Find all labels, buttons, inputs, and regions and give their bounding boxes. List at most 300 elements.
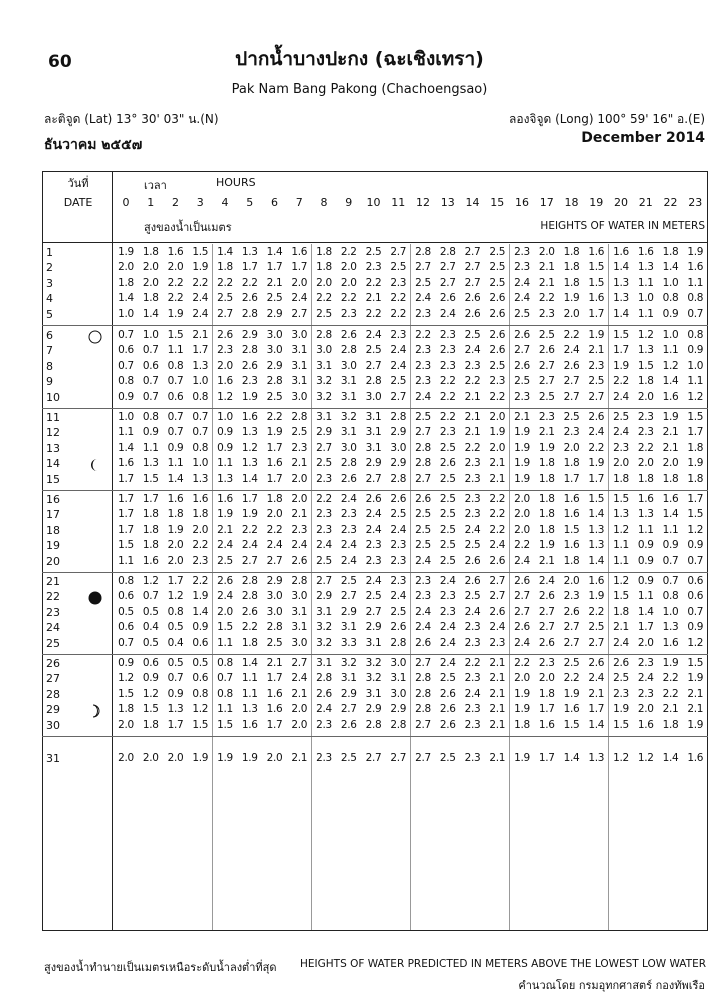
height-cell: 2.2 (588, 605, 605, 618)
height-cell: 2.0 (514, 523, 530, 536)
height-cell: 2.8 (316, 672, 332, 685)
height-cell: 1.3 (167, 703, 184, 716)
height-cell: 1.2 (687, 636, 704, 649)
hour-header-18: 18 (564, 196, 579, 209)
height-cell: 2.0 (489, 411, 506, 423)
height-cell: 1.5 (167, 329, 184, 341)
height-cell: 2.6 (464, 575, 481, 587)
height-cell: 0.7 (142, 590, 159, 603)
height-cell: 1.7 (266, 261, 283, 274)
height-cell: 2.3 (316, 752, 332, 764)
height-cell: 3.0 (291, 636, 308, 649)
height-cell: 2.7 (390, 246, 407, 258)
height-cell: 0.5 (167, 621, 184, 634)
height-cell: 0.5 (118, 605, 134, 618)
height-cell: 1.1 (613, 554, 629, 567)
height-cell: 2.1 (514, 411, 530, 423)
height-cell: 2.9 (365, 621, 382, 634)
height-cell: 1.8 (538, 472, 555, 485)
height-cell: 2.6 (291, 554, 308, 567)
height-cell: 2.7 (316, 575, 332, 587)
height-cell: 0.8 (687, 292, 704, 305)
height-cell: 2.4 (415, 292, 431, 305)
height-cell: 2.5 (439, 493, 456, 505)
height-cell: 2.0 (613, 457, 629, 470)
height-cell: 2.3 (316, 508, 332, 521)
height-cell: 2.2 (192, 276, 209, 289)
height-cell: 1.9 (167, 523, 184, 536)
height-cell: 2.2 (340, 292, 357, 305)
height-cell: 2.1 (588, 344, 605, 357)
hour-header-15: 15 (490, 196, 505, 209)
height-cell: 2.2 (464, 375, 481, 388)
height-cell: 2.8 (365, 718, 382, 731)
height-cell: 2.5 (489, 359, 506, 372)
height-cell: 2.7 (365, 359, 382, 372)
height-cell: 0.6 (167, 390, 184, 403)
height-cell: 1.6 (266, 457, 283, 470)
height-cell: 2.4 (563, 344, 580, 357)
height-cell: 1.3 (613, 508, 629, 521)
height-cell: 2.1 (266, 657, 283, 669)
height-cell: 2.5 (439, 441, 456, 454)
latitude-label: ละติจูด (Lat) 13° 30' 03" น.(N) (44, 112, 219, 126)
height-cell: 1.9 (514, 426, 530, 439)
height-cell: 2.4 (439, 636, 456, 649)
height-cell: 2.0 (340, 276, 357, 289)
height-cell: 2.4 (316, 539, 332, 552)
height-cell: 3.2 (316, 390, 332, 403)
height-cell: 1.8 (613, 472, 629, 485)
height-cell: 1.4 (563, 752, 580, 764)
height-cell: 1.8 (563, 276, 580, 289)
height-cell: 2.3 (538, 307, 555, 320)
height-cell: 2.5 (365, 344, 382, 357)
height-cell: 2.6 (439, 292, 456, 305)
height-cell: 2.0 (266, 508, 283, 521)
height-cell: 2.0 (538, 246, 555, 258)
height-cell: 2.2 (464, 441, 481, 454)
height-cell: 2.5 (390, 375, 407, 388)
height-cell: 3.0 (390, 687, 407, 700)
height-cell: 1.8 (266, 493, 283, 505)
height-cell: 1.7 (637, 621, 654, 634)
height-cell: 2.0 (291, 718, 308, 731)
height-cell: 2.2 (241, 276, 258, 289)
height-cell: 1.6 (662, 636, 679, 649)
height-cell: 1.5 (613, 590, 629, 603)
height-cell: 2.6 (464, 307, 481, 320)
height-cell: 1.7 (167, 718, 184, 731)
height-cell: 2.6 (217, 329, 233, 341)
height-cell: 1.8 (662, 472, 679, 485)
height-cell: 1.5 (588, 493, 605, 505)
day-number: 15 (46, 472, 60, 486)
height-cell: 0.6 (118, 621, 134, 634)
height-cell: 2.7 (439, 261, 456, 274)
height-cell: 1.3 (637, 344, 654, 357)
hour-header-12: 12 (416, 196, 430, 209)
height-cell: 2.5 (316, 307, 332, 320)
height-cell: 1.9 (613, 703, 629, 716)
height-cell: 0.8 (118, 375, 134, 388)
height-cell: 2.6 (563, 359, 580, 372)
day-number: 24 (46, 621, 60, 635)
height-cell: 2.7 (563, 375, 580, 388)
height-cell: 1.5 (687, 508, 704, 521)
height-cell: 0.6 (142, 657, 159, 669)
height-cell: 0.8 (662, 292, 679, 305)
height-cell: 1.5 (217, 621, 233, 634)
height-cell: 2.1 (266, 276, 283, 289)
height-cell: 1.4 (241, 657, 258, 669)
height-cell: 0.7 (167, 375, 184, 388)
height-cell: 2.4 (291, 539, 308, 552)
height-cell: 1.6 (118, 457, 134, 470)
height-cell: 2.0 (514, 493, 530, 505)
first-moon-icon (88, 704, 102, 718)
height-cell: 2.5 (415, 411, 431, 423)
height-cell: 2.7 (588, 390, 605, 403)
height-cell: 2.8 (365, 375, 382, 388)
height-cell: 0.8 (192, 441, 209, 454)
height-cell: 0.7 (687, 554, 704, 567)
day-number: 22 (46, 590, 60, 604)
height-cell: 2.7 (316, 441, 332, 454)
height-cell: 1.4 (142, 307, 159, 320)
height-cell: 3.1 (340, 375, 357, 388)
unit-header-english: HEIGHTS OF WATER IN METERS (540, 220, 705, 232)
height-cell: 2.2 (662, 687, 679, 700)
height-cell: 1.1 (167, 344, 184, 357)
height-cell: 1.5 (142, 472, 159, 485)
height-cell: 0.7 (662, 575, 679, 587)
page-title-english: Pak Nam Bang Pakong (Chachoengsao) (231, 82, 488, 97)
height-cell: 1.7 (588, 307, 605, 320)
height-cell: 0.9 (118, 390, 134, 403)
height-cell: 2.5 (316, 457, 332, 470)
height-cell: 2.4 (217, 539, 233, 552)
height-cell: 2.0 (291, 472, 308, 485)
height-cell: 0.8 (687, 329, 704, 341)
height-cell: 0.8 (662, 590, 679, 603)
height-cell: 1.1 (217, 636, 233, 649)
height-cell: 2.7 (563, 636, 580, 649)
day-number: 1 (46, 246, 53, 259)
height-cell: 2.8 (390, 636, 407, 649)
height-cell: 2.4 (415, 605, 431, 618)
height-cell: 2.1 (687, 703, 704, 716)
height-cell: 2.1 (217, 523, 233, 536)
height-cell: 1.9 (662, 411, 679, 423)
height-cell: 2.7 (514, 344, 530, 357)
height-cell: 3.1 (291, 375, 308, 388)
height-cell: 2.3 (464, 718, 481, 731)
height-cell: 2.2 (613, 375, 629, 388)
height-cell: 1.3 (613, 276, 629, 289)
height-cell: 2.4 (538, 575, 555, 587)
height-cell: 1.8 (142, 718, 159, 731)
hour-header-23: 23 (688, 196, 703, 209)
height-cell: 1.5 (192, 718, 209, 731)
height-cell: 2.7 (291, 657, 308, 669)
height-cell: 2.5 (439, 539, 456, 552)
height-cell: 1.9 (241, 752, 258, 764)
height-cell: 1.1 (637, 276, 654, 289)
height-cell: 1.9 (662, 657, 679, 669)
height-cell: 1.9 (489, 426, 506, 439)
height-cell: 2.3 (192, 554, 209, 567)
height-cell: 1.6 (217, 375, 233, 388)
height-cell: 1.4 (118, 292, 134, 305)
height-cell: 1.9 (687, 672, 704, 685)
height-cell: 2.5 (340, 752, 357, 764)
height-cell: 2.7 (464, 276, 481, 289)
height-cell: 1.4 (662, 752, 679, 764)
height-cell: 2.5 (217, 554, 233, 567)
height-cell: 1.9 (613, 359, 629, 372)
height-cell: 1.9 (563, 687, 580, 700)
height-cell: 2.7 (415, 472, 431, 485)
height-cell: 3.1 (390, 672, 407, 685)
height-cell: 2.3 (514, 246, 530, 258)
height-cell: 2.0 (167, 261, 184, 274)
height-cell: 1.6 (687, 261, 704, 274)
height-cell: 2.3 (415, 344, 431, 357)
height-cell: 2.2 (439, 375, 456, 388)
height-cell: 2.2 (241, 621, 258, 634)
height-cell: 1.8 (241, 636, 258, 649)
height-cell: 2.8 (415, 703, 431, 716)
height-cell: 1.9 (192, 590, 209, 603)
height-cell: 1.5 (588, 261, 605, 274)
height-cell: 2.7 (538, 375, 555, 388)
height-cell: 1.2 (637, 329, 654, 341)
height-cell: 3.1 (340, 672, 357, 685)
height-cell: 1.2 (687, 523, 704, 536)
height-cell: 0.8 (192, 687, 209, 700)
height-cell: 2.0 (142, 752, 159, 764)
height-cell: 2.3 (514, 261, 530, 274)
height-cell: 0.7 (142, 375, 159, 388)
height-cell: 2.3 (316, 472, 332, 485)
height-cell: 1.7 (241, 493, 258, 505)
height-cell: 1.7 (538, 752, 555, 764)
height-cell: 1.6 (538, 718, 555, 731)
height-cell: 2.3 (637, 687, 654, 700)
height-cell: 2.6 (390, 493, 407, 505)
hour-header-21: 21 (638, 196, 653, 209)
height-cell: 1.8 (563, 457, 580, 470)
height-cell: 2.7 (365, 472, 382, 485)
height-cell: 0.6 (192, 636, 209, 649)
height-cell: 2.2 (489, 508, 506, 521)
height-cell: 0.7 (167, 411, 184, 423)
height-cell: 2.6 (489, 329, 506, 341)
height-cell: 2.9 (316, 590, 332, 603)
height-cell: 2.6 (340, 472, 357, 485)
height-cell: 3.2 (316, 621, 332, 634)
height-cell: 1.3 (637, 261, 654, 274)
hour-header-2: 2 (172, 196, 179, 209)
height-cell: 2.8 (390, 472, 407, 485)
height-cell: 1.9 (217, 508, 233, 521)
day-number: 3 (46, 276, 53, 290)
height-cell: 2.6 (538, 636, 555, 649)
height-cell: 1.0 (192, 457, 209, 470)
height-cell: 2.4 (390, 359, 407, 372)
height-cell: 2.4 (340, 539, 357, 552)
height-cell: 1.3 (613, 292, 629, 305)
height-cell: 2.4 (637, 672, 654, 685)
height-cell: 1.9 (538, 441, 555, 454)
height-cell: 2.8 (390, 718, 407, 731)
height-cell: 0.9 (167, 441, 184, 454)
height-cell: 2.3 (291, 523, 308, 536)
height-cell: 2.2 (390, 292, 407, 305)
height-cell: 2.5 (439, 752, 456, 764)
height-cell: 2.7 (365, 605, 382, 618)
height-cell: 2.0 (266, 752, 283, 764)
height-cell: 2.2 (439, 411, 456, 423)
height-cell: 2.2 (217, 276, 233, 289)
height-cell: 2.1 (662, 703, 679, 716)
height-cell: 2.6 (489, 344, 506, 357)
height-cell: 2.6 (390, 621, 407, 634)
height-cell: 2.1 (489, 457, 506, 470)
height-cell: 0.7 (142, 390, 159, 403)
height-cell: 3.1 (365, 411, 382, 423)
height-cell: 2.7 (514, 605, 530, 618)
height-cell: 2.6 (538, 344, 555, 357)
height-cell: 1.5 (142, 703, 159, 716)
height-cell: 1.7 (588, 703, 605, 716)
height-cell: 1.7 (118, 472, 134, 485)
height-cell: 2.4 (489, 621, 506, 634)
height-cell: 0.9 (217, 441, 233, 454)
height-cell: 2.1 (489, 657, 506, 669)
height-cell: 2.5 (538, 390, 555, 403)
height-cell: 1.1 (167, 457, 184, 470)
height-cell: 2.5 (415, 508, 431, 521)
unit-header-thai: สูงของน้ำเป็นเมตร (144, 221, 232, 234)
height-cell: 3.0 (291, 590, 308, 603)
height-cell: 2.8 (266, 375, 283, 388)
height-cell: 0.5 (142, 605, 159, 618)
height-cell: 3.2 (316, 375, 332, 388)
height-cell: 2.6 (514, 621, 530, 634)
height-cell: 2.5 (563, 411, 580, 423)
height-cell: 3.1 (340, 390, 357, 403)
height-cell: 1.3 (588, 539, 605, 552)
day-number: 31 (46, 752, 60, 765)
height-cell: 2.6 (489, 292, 506, 305)
day-number: 2 (46, 261, 53, 275)
height-cell: 2.5 (538, 329, 555, 341)
height-cell: 2.7 (340, 703, 357, 716)
height-cell: 2.2 (316, 493, 332, 505)
height-cell: 1.1 (241, 687, 258, 700)
height-cell: 0.9 (118, 657, 134, 669)
height-cell: 2.3 (390, 575, 407, 587)
height-cell: 1.6 (613, 246, 629, 258)
height-cell: 2.5 (316, 554, 332, 567)
height-cell: 2.4 (390, 344, 407, 357)
height-cell: 2.6 (241, 292, 258, 305)
height-cell: 3.1 (291, 621, 308, 634)
height-cell: 2.3 (390, 554, 407, 567)
height-cell: 2.2 (266, 523, 283, 536)
height-cell: 1.9 (588, 590, 605, 603)
height-cell: 0.7 (687, 605, 704, 618)
height-cell: 3.2 (340, 411, 357, 423)
height-cell: 2.6 (563, 605, 580, 618)
height-cell: 2.0 (489, 441, 506, 454)
height-cell: 1.2 (241, 441, 258, 454)
height-cell: 2.0 (167, 554, 184, 567)
height-cell: 2.5 (217, 292, 233, 305)
height-cell: 3.0 (340, 359, 357, 372)
hour-header-19: 19 (589, 196, 604, 209)
height-cell: 1.6 (217, 493, 233, 505)
day-number: 20 (46, 554, 60, 568)
height-cell: 2.5 (266, 292, 283, 305)
height-cell: 2.5 (489, 261, 506, 274)
height-cell: 1.3 (192, 359, 209, 372)
day-number: 21 (46, 575, 60, 588)
height-cell: 2.4 (390, 523, 407, 536)
height-cell: 2.6 (514, 575, 530, 587)
height-cell: 1.5 (588, 276, 605, 289)
height-cell: 1.3 (241, 246, 258, 258)
footer-note-thai: สูงของน้ำทำนายเป็นเมตรเหนือระดับน้ำลงต่ำที่สุด (44, 961, 277, 974)
height-cell: 1.4 (192, 605, 209, 618)
hour-header-1: 1 (147, 196, 155, 209)
height-cell: 2.6 (489, 554, 506, 567)
height-cell: 3.1 (365, 441, 382, 454)
height-cell: 2.1 (489, 672, 506, 685)
height-cell: 1.8 (563, 261, 580, 274)
height-cell: 1.6 (662, 390, 679, 403)
height-cell: 1.5 (118, 539, 134, 552)
height-cell: 1.5 (563, 718, 580, 731)
height-cell: 2.5 (514, 375, 530, 388)
height-cell: 1.7 (118, 508, 134, 521)
height-cell: 1.6 (291, 246, 308, 258)
height-cell: 2.4 (192, 292, 209, 305)
height-cell: 2.0 (118, 261, 134, 274)
height-cell: 2.1 (489, 472, 506, 485)
height-cell: 0.8 (167, 359, 184, 372)
height-cell: 1.6 (637, 246, 654, 258)
height-cell: 1.2 (142, 687, 159, 700)
height-cell: 2.0 (217, 605, 233, 618)
height-cell: 0.8 (167, 605, 184, 618)
height-cell: 2.9 (316, 426, 332, 439)
height-cell: 1.5 (687, 411, 704, 423)
height-cell: 0.6 (142, 359, 159, 372)
height-cell: 0.9 (662, 539, 679, 552)
height-cell: 2.4 (415, 390, 431, 403)
height-cell: 1.1 (687, 276, 704, 289)
height-cell: 2.8 (340, 344, 357, 357)
height-cell: 3.1 (340, 621, 357, 634)
height-cell: 2.3 (340, 307, 357, 320)
height-cell: 2.4 (514, 554, 530, 567)
height-cell: 1.8 (514, 718, 530, 731)
height-cell: 1.6 (142, 554, 159, 567)
height-cell: 1.8 (637, 375, 654, 388)
